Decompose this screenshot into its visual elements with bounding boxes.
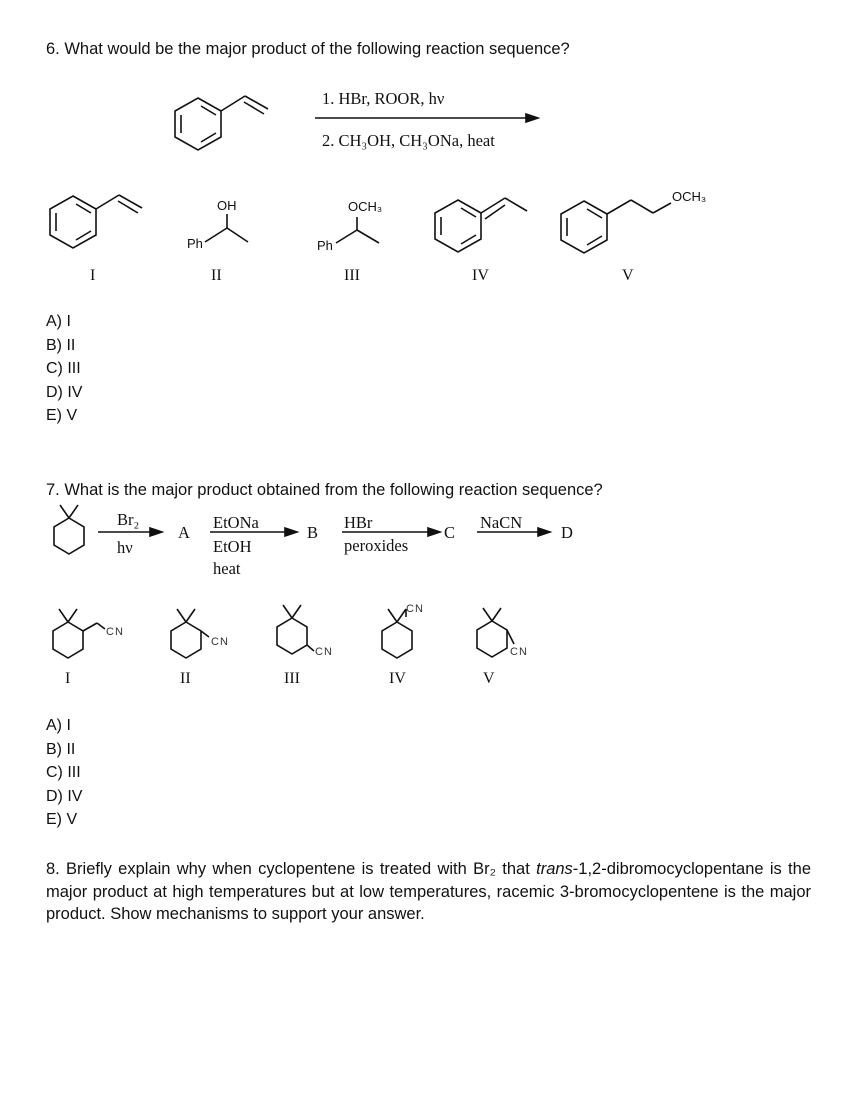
styrene-start: [175, 96, 268, 150]
q7-intermediate-a: A: [178, 523, 190, 542]
question-6-text: 6. What would be the major product of the following reaction sequence?: [46, 40, 570, 58]
q7-choices: [46, 714, 82, 832]
q7-intermediate-c: C: [444, 523, 456, 542]
q7-roman-I: I: [65, 670, 71, 687]
q6-reagent-step-1: 1. HBr, ROOR, hν: [322, 89, 445, 108]
q6-och3-label-V: OCH₃: [672, 189, 707, 204]
q7-roman-II: II: [180, 670, 191, 687]
reaction-6-arrow: [315, 114, 538, 122]
q7-br2: Br₂: [117, 510, 140, 529]
q6-roman-I: I: [90, 267, 96, 284]
q7-choice-b[interactable]: B) II: [46, 740, 76, 758]
q7-choice-e[interactable]: E) V: [46, 811, 78, 828]
q6-structure-III: [336, 217, 379, 243]
q6-reagent-step-2: 2. CH₃OH, CH₃ONa, heat: [322, 131, 495, 150]
q7-hbr: HBr: [344, 513, 373, 532]
q7-cn-label-III: CN: [315, 646, 333, 658]
q7-product-d: D: [561, 523, 573, 542]
q7-start-structure: [54, 505, 84, 554]
q7-choice-a[interactable]: A) I: [46, 717, 71, 734]
q7-roman-IV: IV: [389, 670, 406, 687]
q6-och3-label-III: OCH₃: [348, 199, 383, 214]
q7-structure-V: [477, 608, 514, 657]
q7-cn-label-II: CN: [211, 636, 229, 648]
q6-roman-II: II: [211, 267, 222, 284]
q7-choice-d[interactable]: D) IV: [46, 787, 83, 805]
q7-intermediate-b: B: [307, 523, 319, 542]
q6-choice-a[interactable]: A) I: [46, 313, 71, 330]
q7-cn-label-IV: CN: [406, 603, 424, 615]
q7-etona: EtONa: [213, 513, 259, 532]
q7-structure-II: [171, 609, 209, 658]
q7-peroxides: peroxides: [344, 536, 409, 555]
question-7-text: 7. What is the major product obtained from the following reaction sequence?: [46, 481, 603, 499]
q6-choices: [46, 310, 82, 428]
q7-roman-V: V: [483, 670, 495, 687]
q7-structure-I: [53, 609, 105, 658]
q7-hv: hν: [117, 538, 133, 557]
q6-roman-IV: IV: [472, 267, 489, 284]
q7-nacn: NaCN: [480, 513, 523, 532]
q6-ph-label-III: Ph: [317, 238, 333, 253]
q7-etoh: EtOH: [213, 537, 252, 556]
q7-choice-c[interactable]: C) III: [46, 764, 81, 781]
q6-structure-I: [50, 195, 142, 248]
q7-structure-IV: [382, 609, 412, 658]
q7-cn-label-I: CN: [106, 626, 124, 638]
q6-choice-b[interactable]: B) II: [46, 336, 76, 354]
question-8-text: [46, 858, 811, 926]
q7-roman-III: III: [284, 670, 300, 687]
q7-cn-label-V: CN: [510, 646, 528, 658]
q6-choice-d[interactable]: D) IV: [46, 383, 83, 401]
q7-structure-III: [277, 605, 314, 654]
q8-text-italic: trans: [536, 860, 573, 878]
q8-text-pre: 8. Briefly explain why when cyclopentene is treated with Br₂ that: [46, 860, 537, 878]
q7-heat: heat: [213, 559, 241, 578]
q6-structure-V: [561, 200, 671, 253]
q6-ph-label-II: Ph: [187, 236, 203, 251]
q6-structure-IV: [435, 198, 527, 252]
q6-roman-V: V: [622, 267, 634, 284]
q6-structure-II: [205, 214, 248, 242]
q8-text-post: -1,2-dibromocyclopentane is the major product at high temperatures but at low temperatures, racemic 3-bromocyclopentene is the major product. Show mechanisms to support your answer.: [46, 860, 811, 923]
q6-roman-III: III: [344, 267, 360, 284]
q6-choice-e[interactable]: E) V: [46, 407, 78, 424]
q6-oh-label: OH: [217, 198, 237, 213]
q6-choice-c[interactable]: C) III: [46, 360, 81, 377]
